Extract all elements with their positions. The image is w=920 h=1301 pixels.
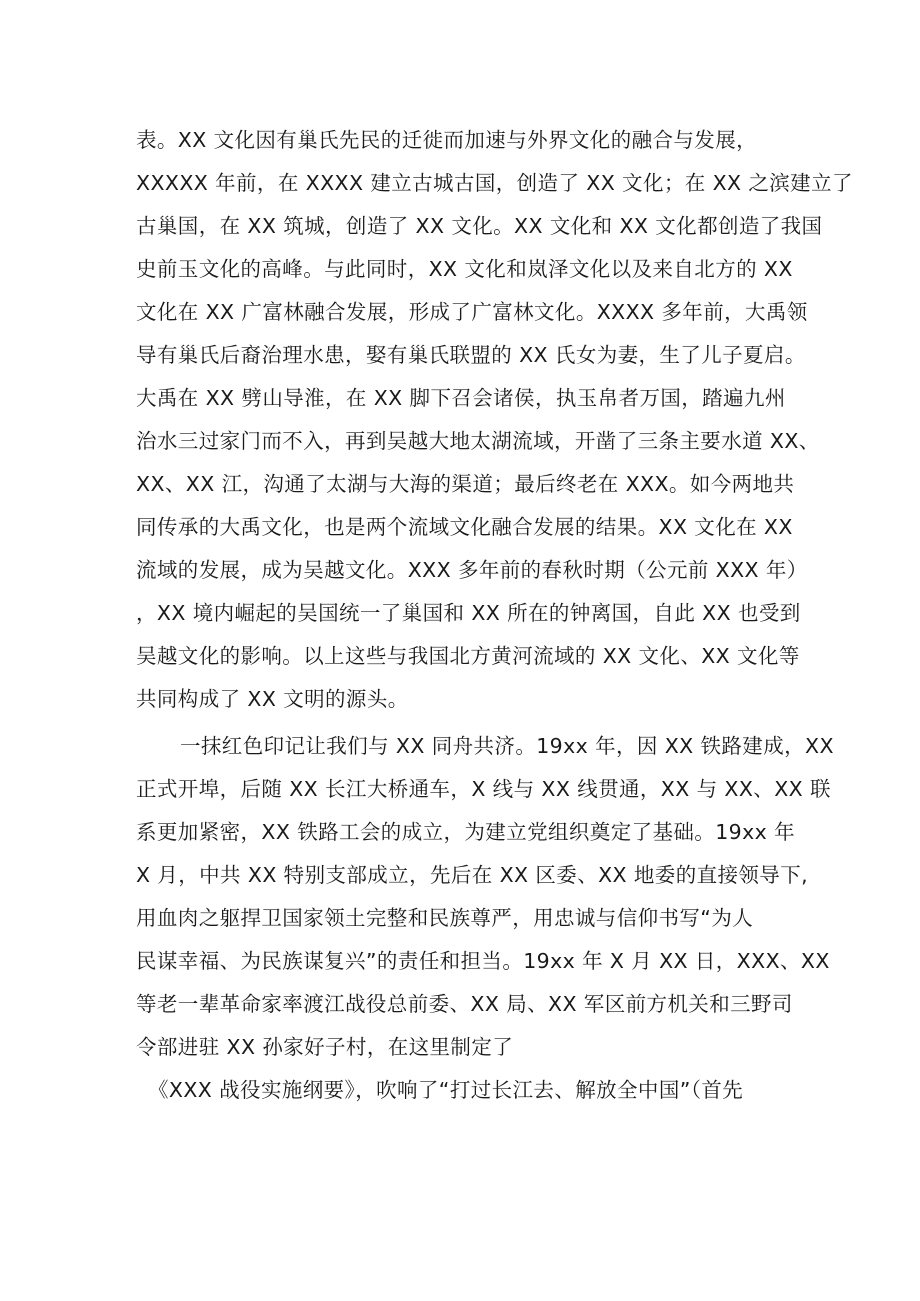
text-line: 民谋幸福、为民族谋复兴”的责任和担当。19xx 年 X 月 XX 日，XXX、XX bbox=[136, 949, 830, 973]
text-line: 导有巢氏后裔治理水患，娶有巢氏联盟的 XX 氏女为妻，生了儿子夏启。 bbox=[136, 343, 806, 367]
text-line: 一抹红色印记让我们与 XX 同舟共济。19xx 年，因 XX 铁路建成，XX bbox=[180, 734, 834, 758]
text-line: 表。XX 文化因有巢氏先民的迁徙而加速与外界文化的融合与发展， bbox=[136, 128, 758, 152]
text-line: 古巢国，在 XX 筑城，创造了 XX 文化。XX 文化和 XX 文化都创造了我国 bbox=[136, 214, 823, 238]
text-line: 文化在 XX 广富林融合发展，形成了广富林文化。XXXX 多年前，大禹领 bbox=[136, 300, 808, 324]
text-line: 令部进驻 XX 孙家好子村，在这里制定了 bbox=[136, 1035, 514, 1059]
text-line: 用血肉之躯捍卫国家领土完整和民族尊严，用忠诚与信仰书写“为人 bbox=[136, 906, 754, 930]
text-line: 正式开埠，后随 XX 长江大桥通车，X 线与 XX 线贯通，XX 与 XX、XX 联 bbox=[136, 777, 831, 801]
text-line: 史前玉文化的高峰。与此同时，XX 文化和岚泽文化以及来自北方的 XX bbox=[136, 257, 793, 281]
text-line: XX、XX 江，沟通了太湖与大海的渠道；最后终老在 XXX。如今两地共 bbox=[136, 472, 795, 496]
text-line: 同传承的大禹文化，也是两个流域文化融合发展的结果。XX 文化在 XX bbox=[136, 515, 793, 539]
text-line: 《XXX 战役实施纲要》，吹响了“打过长江去、解放全中国”（首先 bbox=[148, 1078, 744, 1102]
text-line: X 月，中共 XX 特别支部成立，先后在 XX 区委、XX 地委的直接领导下, bbox=[136, 863, 809, 887]
text-line: 等老一辈革命家率渡江战役总前委、XX 局、XX 军区前方机关和三野司 bbox=[136, 992, 793, 1016]
text-line: ，XX 境内崛起的吴国统一了巢国和 XX 所在的钟离国，自此 XX 也受到 bbox=[136, 601, 801, 625]
text-line: 系更加紧密，XX 铁路工会的成立，为建立党组织奠定了基础。19xx 年 bbox=[136, 820, 795, 844]
text-line: 治水三过家门而不入，再到吴越大地太湖流域，开凿了三条主要水道 XX、 bbox=[136, 429, 820, 453]
text-line: 共同构成了 XX 文明的源头。 bbox=[136, 687, 409, 711]
text-line: 流域的发展，成为吴越文化。XXX 多年前的春秋时期（公元前 XXX 年） bbox=[136, 558, 808, 582]
text-line: XXXXX 年前，在 XXXX 建立古城古国，创造了 XX 文化；在 XX 之滨建立了 bbox=[136, 171, 853, 195]
text-line: 大禹在 XX 劈山导淮，在 XX 脚下召会诸侯，执玉帛者万国，踏遍九州 bbox=[136, 386, 786, 410]
text-line: 吴越文化的影响。以上这些与我国北方黄河流域的 XX 文化、XX 文化等 bbox=[136, 644, 800, 668]
